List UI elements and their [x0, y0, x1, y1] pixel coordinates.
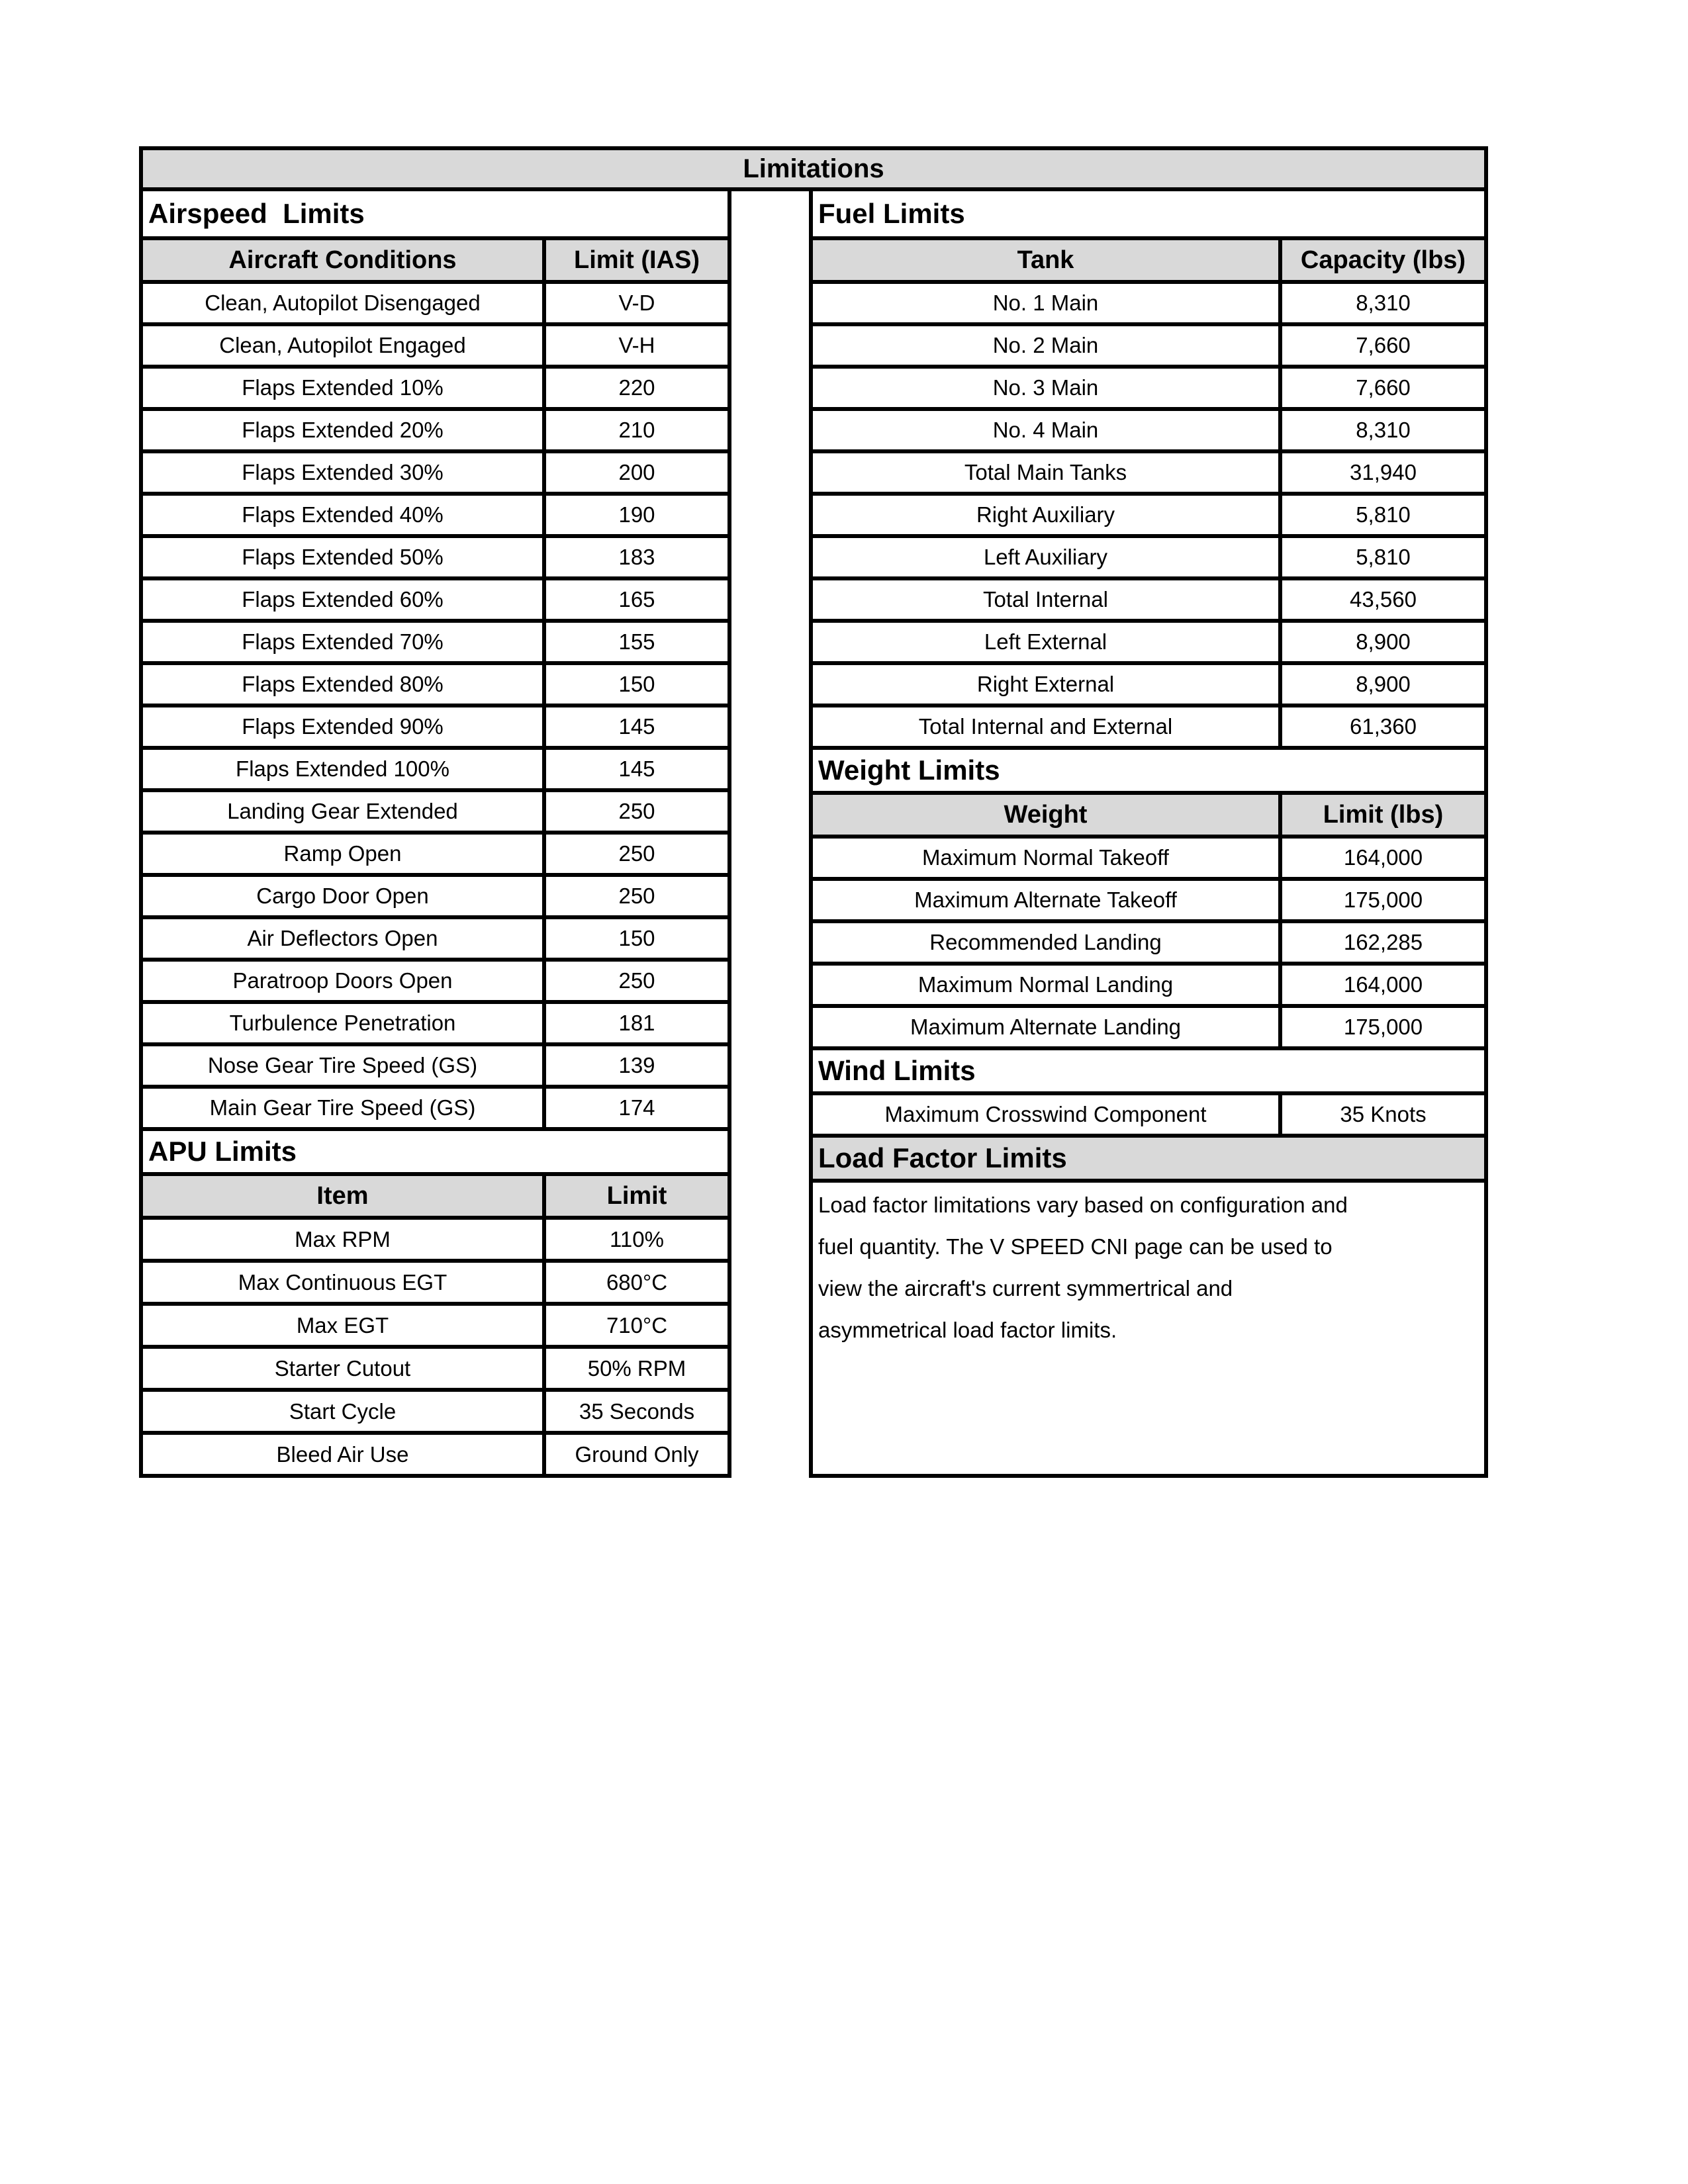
- airspeed-row: [143, 792, 731, 835]
- airspeed-section-title: Airspeed Limits: [143, 191, 731, 240]
- item-cell: Starter Cutout: [143, 1349, 546, 1392]
- limit-cell: 110%: [546, 1220, 731, 1263]
- limit-cell: V-H: [546, 326, 731, 369]
- condition-cell: Flaps Extended 60%: [143, 580, 546, 623]
- fuel-row: [813, 623, 1488, 665]
- right-table: [809, 187, 1488, 1478]
- column-header: Aircraft Conditions: [143, 240, 546, 284]
- tank-cell: Right Auxiliary: [813, 496, 1282, 538]
- load-factor-text-line: view the aircraft's current symmertrical and: [818, 1276, 1233, 1300]
- column-header: Item: [143, 1176, 546, 1220]
- condition-cell: Flaps Extended 50%: [143, 538, 546, 580]
- condition-cell: Landing Gear Extended: [143, 792, 546, 835]
- airspeed-row: [143, 962, 731, 1004]
- condition-cell: Paratroop Doors Open: [143, 962, 546, 1004]
- airspeed-row: [143, 919, 731, 962]
- left-table: [139, 187, 731, 1478]
- fuel-row: [813, 326, 1488, 369]
- weight-column-header-row: [813, 795, 1488, 839]
- column-header: Limit (IAS): [546, 240, 731, 284]
- weight-cell: Recommended Landing: [813, 923, 1282, 966]
- capacity-cell: 61,360: [1282, 707, 1488, 750]
- item-cell: Max EGT: [143, 1306, 546, 1349]
- airspeed-row: [143, 453, 731, 496]
- apu-section-header: [143, 1131, 731, 1176]
- limit-cell: 710°C: [546, 1306, 731, 1349]
- column-header: Tank: [813, 240, 1282, 284]
- capacity-cell: 7,660: [1282, 369, 1488, 411]
- limit-cell: 165: [546, 580, 731, 623]
- limit-cell: 250: [546, 792, 731, 835]
- limit-cell: 183: [546, 538, 731, 580]
- airspeed-row: [143, 496, 731, 538]
- tank-cell: Left External: [813, 623, 1282, 665]
- condition-cell: Nose Gear Tire Speed (GS): [143, 1046, 546, 1089]
- airspeed-row: [143, 1046, 731, 1089]
- weight-cell: Maximum Alternate Takeoff: [813, 881, 1282, 923]
- limit-cell: Ground Only: [546, 1435, 731, 1478]
- wind-item-cell: Maximum Crosswind Component: [813, 1095, 1282, 1138]
- limit-cell: 200: [546, 453, 731, 496]
- airspeed-row: [143, 538, 731, 580]
- tank-cell: No. 2 Main: [813, 326, 1282, 369]
- fuel-section-header: [813, 191, 1488, 240]
- wind-section-header: [813, 1050, 1488, 1095]
- tank-cell: No. 3 Main: [813, 369, 1282, 411]
- column-header: Capacity (lbs): [1282, 240, 1488, 284]
- fuel-row: [813, 369, 1488, 411]
- apu-row: [143, 1263, 731, 1306]
- limit-cell: 680°C: [546, 1263, 731, 1306]
- limit-cell: 250: [546, 877, 731, 919]
- airspeed-row: [143, 369, 731, 411]
- limit-cell: 50% RPM: [546, 1349, 731, 1392]
- airspeed-row: [143, 877, 731, 919]
- tank-cell: No. 1 Main: [813, 284, 1282, 326]
- airspeed-row: [143, 411, 731, 453]
- condition-cell: Flaps Extended 100%: [143, 750, 546, 792]
- item-cell: Max RPM: [143, 1220, 546, 1263]
- wind-section-title: Wind Limits: [813, 1050, 1488, 1095]
- condition-cell: Flaps Extended 40%: [143, 496, 546, 538]
- condition-cell: Flaps Extended 20%: [143, 411, 546, 453]
- airspeed-section-header: [143, 191, 731, 240]
- tank-cell: Left Auxiliary: [813, 538, 1282, 580]
- capacity-cell: 5,810: [1282, 538, 1488, 580]
- weight-cell: Maximum Alternate Landing: [813, 1008, 1282, 1050]
- limit-cell: 175,000: [1282, 881, 1488, 923]
- column-header: Limit: [546, 1176, 731, 1220]
- load-factor-text-line: fuel quantity. The V SPEED CNI page can be used to: [818, 1234, 1333, 1259]
- load-factor-text-line: asymmetrical load factor limits.: [818, 1318, 1117, 1342]
- weight-row: [813, 1008, 1488, 1050]
- tank-cell: No. 4 Main: [813, 411, 1282, 453]
- airspeed-row: [143, 284, 731, 326]
- condition-cell: Air Deflectors Open: [143, 919, 546, 962]
- fuel-row: [813, 580, 1488, 623]
- limit-cell: 164,000: [1282, 966, 1488, 1008]
- limit-cell: 145: [546, 750, 731, 792]
- capacity-cell: 5,810: [1282, 496, 1488, 538]
- capacity-cell: 7,660: [1282, 326, 1488, 369]
- limit-cell: 164,000: [1282, 839, 1488, 881]
- table-columns: [139, 187, 1488, 1478]
- fuel-row: [813, 453, 1488, 496]
- load-factor-text: [813, 1183, 1488, 1478]
- condition-cell: Flaps Extended 30%: [143, 453, 546, 496]
- apu-row: [143, 1435, 731, 1478]
- item-cell: Bleed Air Use: [143, 1435, 546, 1478]
- item-cell: Max Continuous EGT: [143, 1263, 546, 1306]
- page-title: Limitations: [139, 146, 1488, 191]
- limit-cell: 220: [546, 369, 731, 411]
- apu-column-header-row: [143, 1176, 731, 1220]
- airspeed-row: [143, 835, 731, 877]
- limit-cell: 190: [546, 496, 731, 538]
- weight-row: [813, 966, 1488, 1008]
- condition-cell: Turbulence Penetration: [143, 1004, 546, 1046]
- limit-cell: 210: [546, 411, 731, 453]
- fuel-row: [813, 284, 1488, 326]
- airspeed-row: [143, 326, 731, 369]
- condition-cell: Flaps Extended 10%: [143, 369, 546, 411]
- limit-cell: 150: [546, 919, 731, 962]
- wind-limit-cell: 35 Knots: [1282, 1095, 1488, 1138]
- limit-cell: 174: [546, 1089, 731, 1131]
- condition-cell: Ramp Open: [143, 835, 546, 877]
- weight-cell: Maximum Normal Takeoff: [813, 839, 1282, 881]
- condition-cell: Cargo Door Open: [143, 877, 546, 919]
- fuel-row: [813, 411, 1488, 453]
- limit-cell: 145: [546, 707, 731, 750]
- fuel-row: [813, 707, 1488, 750]
- weight-cell: Maximum Normal Landing: [813, 966, 1282, 1008]
- capacity-cell: 8,900: [1282, 665, 1488, 707]
- tank-cell: Right External: [813, 665, 1282, 707]
- limit-cell: 155: [546, 623, 731, 665]
- airspeed-row: [143, 707, 731, 750]
- limit-cell: 250: [546, 962, 731, 1004]
- fuel-row: [813, 538, 1488, 580]
- weight-section-header: [813, 750, 1488, 795]
- limit-cell: 150: [546, 665, 731, 707]
- capacity-cell: 8,310: [1282, 284, 1488, 326]
- condition-cell: Flaps Extended 80%: [143, 665, 546, 707]
- load-factor-text-line: Load factor limitations vary based on configuration and: [818, 1193, 1348, 1217]
- weight-section-title: Weight Limits: [813, 750, 1488, 795]
- weight-row: [813, 839, 1488, 881]
- limitations-sheet: [139, 146, 1488, 1478]
- airspeed-row: [143, 623, 731, 665]
- airspeed-row: [143, 1004, 731, 1046]
- apu-row: [143, 1392, 731, 1435]
- capacity-cell: 43,560: [1282, 580, 1488, 623]
- tank-cell: Total Internal and External: [813, 707, 1282, 750]
- limit-cell: 250: [546, 835, 731, 877]
- limit-cell: 139: [546, 1046, 731, 1089]
- fuel-section-title: Fuel Limits: [813, 191, 1488, 240]
- fuel-column-header-row: [813, 240, 1488, 284]
- item-cell: Start Cycle: [143, 1392, 546, 1435]
- condition-cell: Flaps Extended 70%: [143, 623, 546, 665]
- apu-section-title: APU Limits: [143, 1131, 731, 1176]
- limit-cell: 175,000: [1282, 1008, 1488, 1050]
- weight-row: [813, 881, 1488, 923]
- airspeed-row: [143, 580, 731, 623]
- capacity-cell: 8,310: [1282, 411, 1488, 453]
- weight-row: [813, 923, 1488, 966]
- column-header: Weight: [813, 795, 1282, 839]
- condition-cell: Clean, Autopilot Disengaged: [143, 284, 546, 326]
- limit-cell: V-D: [546, 284, 731, 326]
- airspeed-row: [143, 1089, 731, 1131]
- fuel-row: [813, 496, 1488, 538]
- load-factor-section-title: Load Factor Limits: [813, 1138, 1488, 1183]
- wind-row: [813, 1095, 1488, 1138]
- tank-cell: Total Main Tanks: [813, 453, 1282, 496]
- load-factor-body-row: [813, 1183, 1488, 1478]
- capacity-cell: 31,940: [1282, 453, 1488, 496]
- apu-row: [143, 1306, 731, 1349]
- apu-row: [143, 1220, 731, 1263]
- airspeed-row: [143, 750, 731, 792]
- airspeed-row: [143, 665, 731, 707]
- tank-cell: Total Internal: [813, 580, 1282, 623]
- column-header: Limit (lbs): [1282, 795, 1488, 839]
- limit-cell: 162,285: [1282, 923, 1488, 966]
- limit-cell: 181: [546, 1004, 731, 1046]
- airspeed-column-header-row: [143, 240, 731, 284]
- apu-row: [143, 1349, 731, 1392]
- fuel-row: [813, 665, 1488, 707]
- condition-cell: Clean, Autopilot Engaged: [143, 326, 546, 369]
- load-factor-section-header: [813, 1138, 1488, 1183]
- limit-cell: 35 Seconds: [546, 1392, 731, 1435]
- condition-cell: Main Gear Tire Speed (GS): [143, 1089, 546, 1131]
- condition-cell: Flaps Extended 90%: [143, 707, 546, 750]
- capacity-cell: 8,900: [1282, 623, 1488, 665]
